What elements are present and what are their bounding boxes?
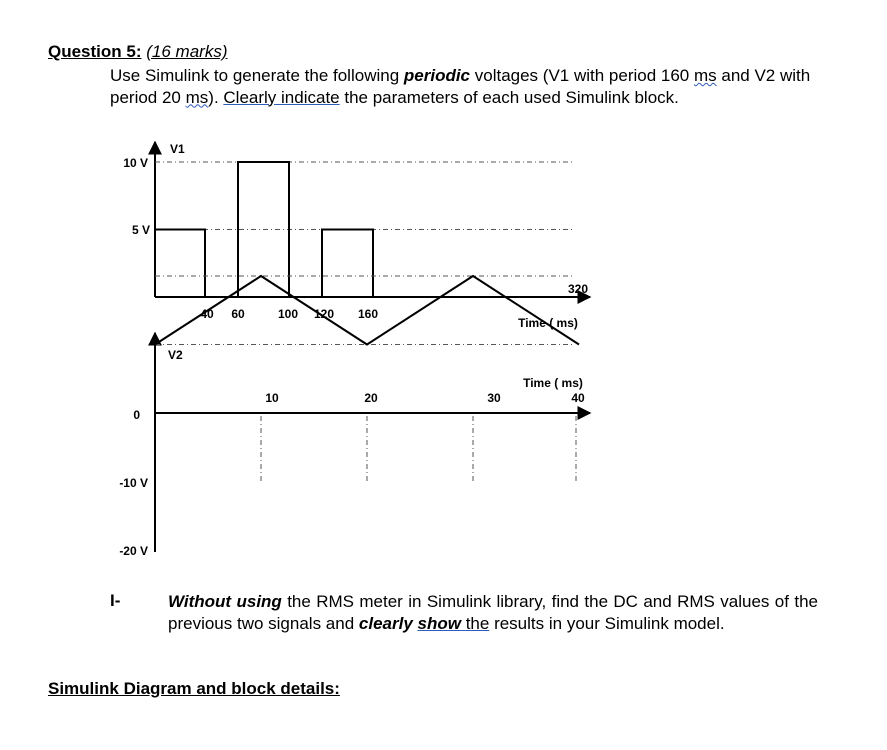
intro-text-4: ). [208,87,224,107]
part-without-using: Without using [168,592,282,611]
intro-text-2: voltages (V1 with period 160 [470,66,694,85]
question-label: Question 5: [48,42,142,61]
v1-xtick-40: 40 [200,307,214,321]
part-show: show [417,614,461,633]
part-instruction [168,591,818,635]
intro-text-5: the parameters of each used Simulink block. [339,87,679,107]
v2-ytick-minus10: -10 V [119,476,148,490]
v1-grid [155,162,575,230]
v1-chart [123,142,590,330]
v2-xtick-20: 20 [364,391,378,405]
part-the: the [465,614,490,633]
intro-text-1: Use Simulink to generate the following [110,66,404,85]
v1-ytick-10: 10 V [123,156,148,170]
part-text-1: the RMS meter in Simulink library, find the DC and RMS values of the previous two signals and [168,592,818,633]
part-text-4: results in your Simulink model. [489,614,725,633]
question-marks: (16 marks) [146,42,228,61]
v2-xlabel: Time ( ms) [523,376,583,390]
v2-xtick-10: 10 [265,391,279,405]
v1-xtick-60: 60 [231,307,245,321]
part-clearly: clearly [358,614,413,633]
v1-xtick-320: 320 [567,282,589,296]
v2-ytick-minus20: -20 V [119,544,148,558]
v1-xtick-100: 100 [277,307,299,321]
v2-ytick-0: 0 [133,408,140,422]
v1-xtick-160: 160 [357,307,379,321]
v1-xtick-120: 120 [313,307,335,321]
intro-periodic: periodic [403,66,471,85]
part-number: I- [110,591,121,610]
v2-xtick-40: 40 [571,391,585,405]
simulink-diagram-title: Simulink Diagram and block details: [48,679,340,698]
intro-clearly-indicate: Clearly indicate [223,87,340,107]
v1-xlabel: Time ( ms) [518,316,578,330]
v2-label: V2 [168,348,183,362]
v2-xtick-30: 30 [487,391,501,405]
intro-text-3: and V2 with period 20 [110,66,811,107]
v1-ytick-5: 5 V [131,223,150,237]
v1-label: V1 [170,142,185,156]
intro-ms-1: ms [693,66,717,85]
intro-ms-2: ms [185,87,209,107]
